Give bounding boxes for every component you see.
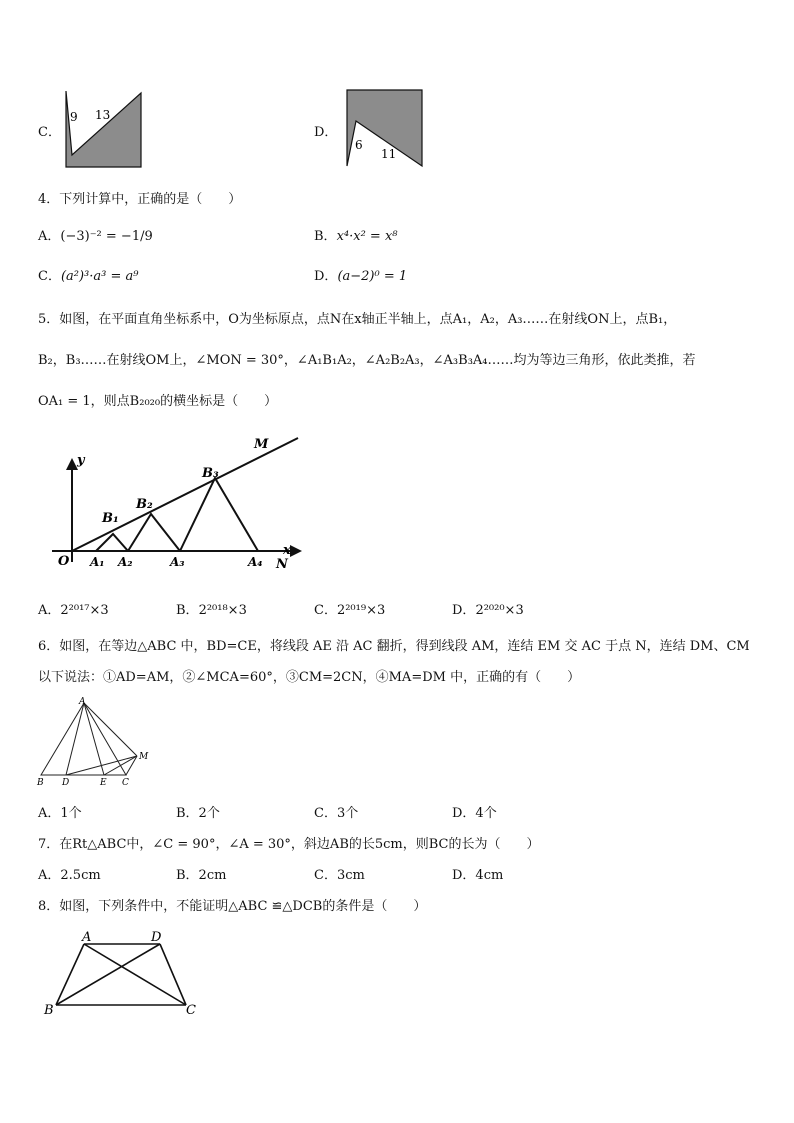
q7-option-d: D．4cm <box>452 868 504 883</box>
option-expr: 2²⁰¹⁸×3 <box>198 603 247 618</box>
q7-option-a: A．2.5cm <box>38 868 101 883</box>
label-d: D <box>62 778 70 788</box>
q5-option-d <box>452 599 524 618</box>
q7-option-b: B．2cm <box>176 868 227 883</box>
option-a-label: A． <box>38 603 61 618</box>
q3d-side-b: 11 <box>381 147 397 161</box>
q7-option-c: C．3cm <box>314 868 365 883</box>
option-expr: (a−2)⁰ = 1 <box>337 269 408 284</box>
q3-option-d-figure <box>342 85 432 175</box>
q5-figure <box>50 430 310 575</box>
label-b3: B₃ <box>202 466 219 481</box>
label-y: y <box>77 453 85 468</box>
q4-option-b <box>314 225 397 244</box>
option-label: D． <box>452 603 476 618</box>
q5-option-b <box>176 599 247 618</box>
option-expr: (a²)³·a³ = a⁹ <box>60 269 139 284</box>
q4-option-a <box>38 225 153 244</box>
option-expr: 2²⁰¹⁹×3 <box>336 603 386 618</box>
q3c-side-a: 9 <box>70 110 78 124</box>
option-label: B． <box>314 229 337 244</box>
label-a1: A₁ <box>90 555 105 569</box>
q8-stem: 8．如图，下列条件中，不能证明△ABC ≌△DCB的条件是（ ） <box>38 899 427 914</box>
label-a2: A₂ <box>118 555 133 569</box>
q6-option-b: B．2个 <box>176 806 220 821</box>
q5-options <box>38 599 109 618</box>
q7-stem: 7．在Rt△ABC中，∠C = 90°，∠A = 30°，斜边AB的长5cm，则BC的长为（ ） <box>38 837 540 852</box>
q6-option-c: C．3个 <box>314 806 359 821</box>
q4-stem: 4．下列计算中，正确的是（ ） <box>38 192 242 207</box>
label-b: B <box>44 1003 54 1018</box>
label-m: M <box>254 437 269 452</box>
q5-stem-line1: 5．如图，在平面直角坐标系中，O为坐标原点，点N在x轴正半轴上，点A₁，A₂，A₃……在射线ON上，点B₁， <box>38 312 677 327</box>
label-e: E <box>100 778 107 788</box>
q3d-side-a: 6 <box>355 138 363 152</box>
q6-option-d: D．4个 <box>452 806 497 821</box>
q5-stem-line3: OA₁ = 1，则点B₂₀₂₀的横坐标是（ ） <box>38 394 278 409</box>
label-b2: B₂ <box>136 497 153 512</box>
label-a: A <box>79 697 86 707</box>
q6-stem-line1: 6．如图，在等边△ABC 中，BD=CE，将线段 AE 沿 AC 翻折，得到线段 AM，连结 EM 交 AC 于点 N，连结 DM、CM <box>38 639 750 654</box>
option-expr: (−3)⁻² = −1/9 <box>60 229 153 244</box>
label-m: M <box>139 752 149 762</box>
label-b1: B₁ <box>102 511 119 526</box>
label-n: N <box>276 557 288 572</box>
label-a: A <box>82 930 92 945</box>
label-c: C <box>122 778 129 788</box>
q5-stem-line2: B₂，B₃……在射线OM上，∠MON = 30°，∠A₁B₁A₂，∠A₂B₂A₃，∠A₃B₃A₄……均为等边三角形，依此类推，若 <box>38 353 696 368</box>
option-label: A． <box>38 229 61 244</box>
q6-figure <box>34 696 164 788</box>
q6-option-a: A．1个 <box>38 806 82 821</box>
q5-option-c <box>314 599 385 618</box>
option-label: B． <box>176 603 199 618</box>
option-label: D． <box>314 269 338 284</box>
label-b: B <box>37 778 44 788</box>
label-d: D <box>151 930 162 945</box>
q6-stem-line2: 以下说法：①AD=AM，②∠MCA=60°，③CM=2CN，④MA=DM 中，正确的有（ ） <box>38 670 581 685</box>
q3-option-c-label: C． <box>38 125 61 140</box>
q3-option-c-figure <box>60 85 150 175</box>
q8-figure <box>40 928 205 1020</box>
q3-option-d-label: D． <box>314 125 338 140</box>
option-a-expr: 2²⁰¹⁷×3 <box>60 603 109 618</box>
q3c-side-b: 13 <box>95 108 111 122</box>
label-a4: A₄ <box>248 555 263 569</box>
q4-option-d <box>314 265 407 284</box>
label-a3: A₃ <box>170 555 185 569</box>
option-expr: 2²⁰²⁰×3 <box>475 603 524 618</box>
label-x: x <box>283 543 291 558</box>
option-label: C． <box>314 603 337 618</box>
q4-option-c <box>38 265 138 284</box>
option-label: C． <box>38 269 61 284</box>
label-c: C <box>186 1003 196 1018</box>
option-expr: x⁴·x² = x⁸ <box>336 229 398 244</box>
label-o: O <box>58 554 70 569</box>
